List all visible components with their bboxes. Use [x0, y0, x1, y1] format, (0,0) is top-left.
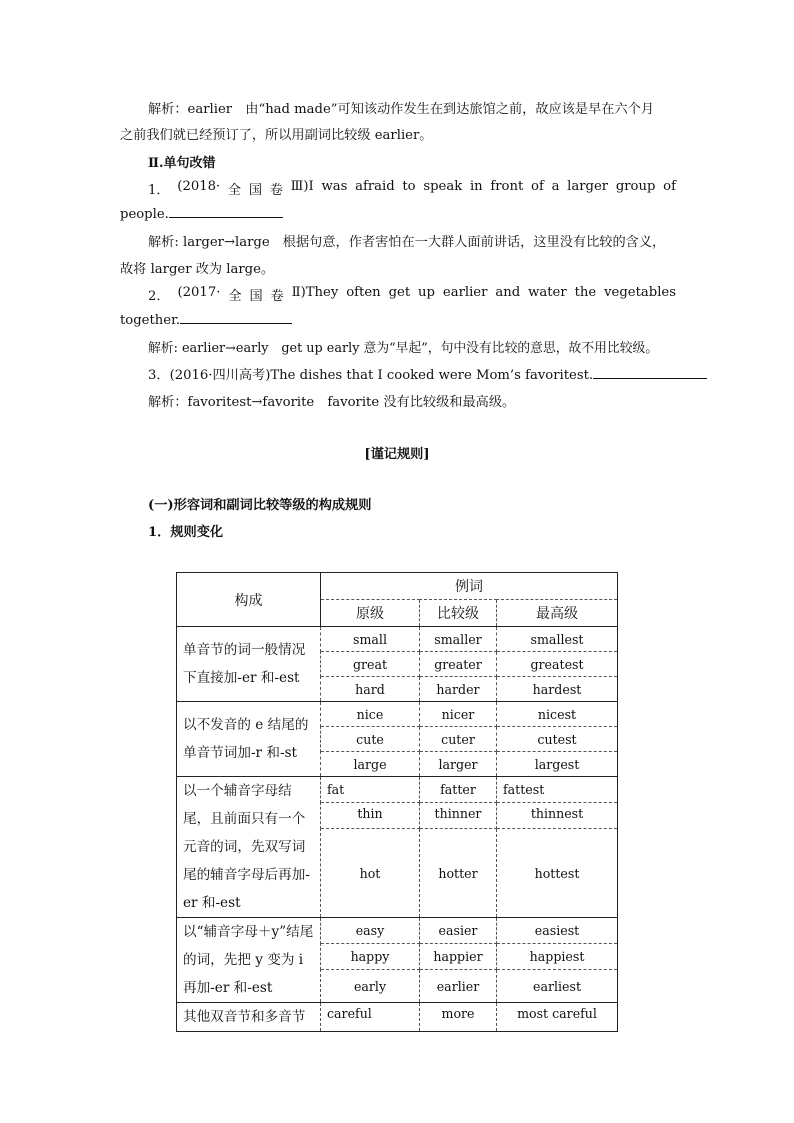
- answer-blank[interactable]: [180, 311, 292, 324]
- table-row: [177, 777, 618, 803]
- cell-comparative: smaller: [420, 627, 497, 652]
- cell-base: fat: [321, 777, 420, 803]
- cell-base: easy: [321, 918, 420, 944]
- table-row: [177, 1003, 618, 1032]
- rule-cell: 以一个辅音字母结尾，且前面只有一个元音的词，先双写词尾的辅音字母后再加-er 和-est: [177, 777, 321, 918]
- cell-superlative: happiest: [497, 944, 618, 970]
- cell-superlative: hottest: [497, 829, 618, 918]
- header-comparative: 比较级: [420, 600, 497, 627]
- answer-1-cont: 故将 larger 改为 large。: [120, 262, 275, 277]
- cell-comparative: fatter: [420, 777, 497, 803]
- cell-base: hot: [321, 829, 420, 918]
- cell-base: large: [321, 752, 420, 777]
- question-1-cont: people.: [120, 205, 676, 222]
- cell-superlative: most careful: [497, 1003, 618, 1032]
- cell-superlative: fattest: [497, 777, 618, 803]
- cell-superlative: largest: [497, 752, 618, 777]
- rule-cell: 其他双音节和多音节: [177, 1003, 321, 1032]
- question-1-line: 1． (2018· 全 国 卷 Ⅲ)I was afraid to speak in front of a larger group of: [148, 179, 676, 198]
- question-2-line: 2． (2017· 全 国 卷 Ⅱ)They often get up earlier and water the vegetables: [148, 285, 676, 304]
- analysis-text: 解析：earlier 由“had made”可知该动作发生在到达旅馆之前，故应该是早在六个月: [148, 102, 655, 117]
- cell-base: careful: [321, 1003, 420, 1032]
- cell-superlative: cutest: [497, 727, 618, 752]
- cell-base: cute: [321, 727, 420, 752]
- cell-comparative: earlier: [420, 970, 497, 1003]
- header-examples: 例词: [321, 573, 618, 600]
- cell-comparative: more: [420, 1003, 497, 1032]
- comparison-table: [176, 572, 618, 1032]
- cell-base: small: [321, 627, 420, 652]
- answer-2: 解析: earlier→early get up early 意为“早起”，句中没有比较的意思，故不用比较级。: [148, 341, 659, 356]
- rule-cell: 单音节的词一般情况下直接加-er 和-est: [177, 627, 321, 702]
- cell-superlative: easiest: [497, 918, 618, 944]
- question-2-cont: together.: [120, 311, 676, 328]
- cell-comparative: happier: [420, 944, 497, 970]
- cell-comparative: larger: [420, 752, 497, 777]
- cell-comparative: thinner: [420, 803, 497, 829]
- cell-superlative: thinnest: [497, 803, 618, 829]
- cell-superlative: hardest: [497, 677, 618, 702]
- table-row: [177, 918, 618, 944]
- cell-superlative: earliest: [497, 970, 618, 1003]
- cell-superlative: greatest: [497, 652, 618, 677]
- header-base: 原级: [321, 600, 420, 627]
- rules-subheading-2: 1．规则变化: [148, 525, 224, 540]
- answer-3: 解析：favoritest→favorite favorite 没有比较级和最高级。: [148, 395, 516, 410]
- cell-comparative: nicer: [420, 702, 497, 727]
- rule-cell: 以“辅音字母＋y”结尾的词，先把 y 变为 i 再加-er 和-est: [177, 918, 321, 1003]
- cell-superlative: nicest: [497, 702, 618, 727]
- header-construct: 构成: [177, 573, 321, 627]
- cell-comparative: greater: [420, 652, 497, 677]
- analysis-text-cont: 之前我们就已经预订了，所以用副词比较级 earlier。: [120, 128, 433, 143]
- rule-cell: 以不发音的 e 结尾的单音节词加-r 和-st: [177, 702, 321, 777]
- answer-blank[interactable]: [169, 205, 283, 218]
- answer-blank[interactable]: [593, 366, 707, 379]
- question-3: 3．(2016·四川高考)The dishes that I cooked were Mom’s favoritest.: [148, 364, 704, 383]
- rules-subheading: (一)形容词和副词比较等级的构成规则: [148, 498, 372, 513]
- cell-superlative: smallest: [497, 627, 618, 652]
- cell-comparative: hotter: [420, 829, 497, 918]
- cell-base: nice: [321, 702, 420, 727]
- rules-title: [谨记规则]: [364, 447, 430, 462]
- cell-comparative: harder: [420, 677, 497, 702]
- cell-base: early: [321, 970, 420, 1003]
- cell-base: great: [321, 652, 420, 677]
- cell-base: thin: [321, 803, 420, 829]
- cell-comparative: easier: [420, 918, 497, 944]
- table-row: [177, 702, 618, 727]
- cell-comparative: cuter: [420, 727, 497, 752]
- header-superlative: 最高级: [497, 600, 618, 627]
- cell-base: happy: [321, 944, 420, 970]
- answer-1: 解析: larger→large 根据句意，作者害怕在一大群人面前讲话，这里没有比较的含义，: [148, 235, 666, 250]
- section-heading: Ⅱ.单句改错: [148, 156, 216, 171]
- cell-base: hard: [321, 677, 420, 702]
- table-row: [177, 627, 618, 652]
